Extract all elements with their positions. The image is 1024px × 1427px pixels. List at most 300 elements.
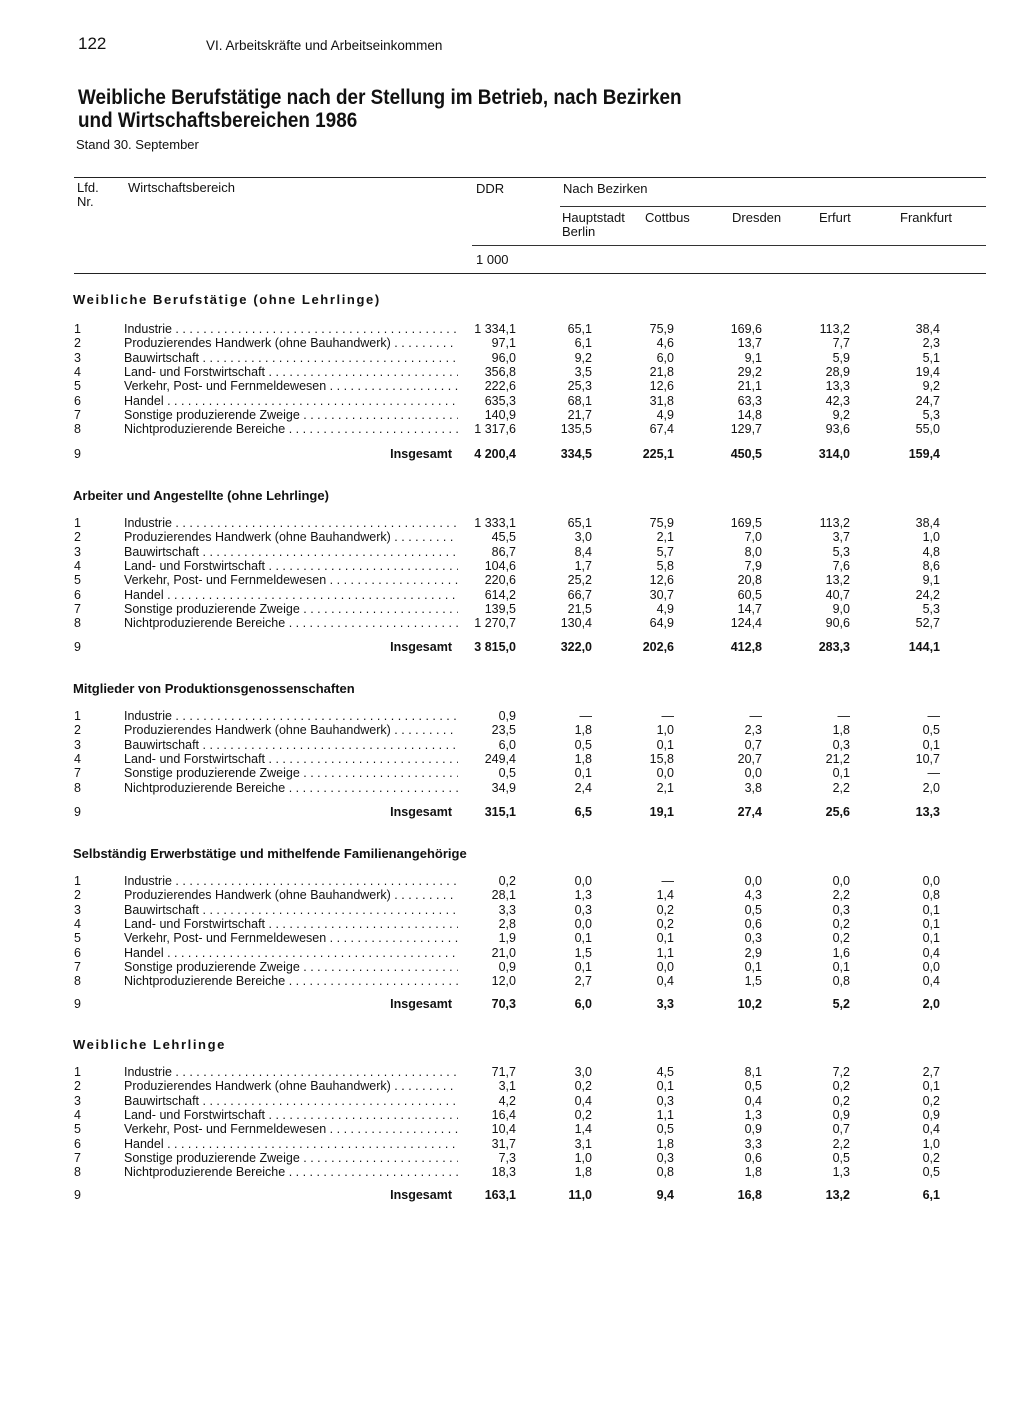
- cell-erfurt: 2,2: [832, 888, 850, 903]
- cell-ddr: 104,6: [484, 558, 516, 573]
- cell-cottbus: 1,1: [656, 1107, 674, 1122]
- cell-ddr: 31,7: [491, 1136, 516, 1151]
- cell-frankfurt: 0,0: [922, 959, 940, 974]
- cell-berlin: 11,0: [568, 1188, 592, 1202]
- cell-berlin: 3,0: [574, 1065, 592, 1079]
- cell-cottbus: 2,1: [656, 780, 674, 795]
- row-number: 7: [74, 959, 81, 974]
- cell-frankfurt: 159,4: [908, 447, 940, 461]
- col-berlin-line-1: Hauptstadt: [562, 210, 625, 225]
- table-row: [0, 422, 1024, 436]
- cell-cottbus: 12,6: [649, 573, 674, 588]
- table-row: [0, 365, 1024, 379]
- cell-dresden: 7,9: [744, 558, 762, 573]
- row-number: 1: [74, 709, 81, 723]
- row-label: Insgesamt: [390, 1188, 452, 1202]
- cell-cottbus: 12,6: [649, 379, 674, 394]
- row-label: Nichtproduzierende Bereiche . . .: [124, 616, 458, 630]
- table-row: [0, 946, 1024, 960]
- cell-frankfurt: 2,0: [922, 997, 940, 1011]
- cell-erfurt: 21,2: [825, 751, 850, 766]
- row-number: 2: [74, 723, 81, 738]
- cell-cottbus: 0,4: [656, 974, 674, 989]
- row-number: 5: [74, 573, 81, 588]
- cell-dresden: —: [749, 709, 762, 723]
- cell-erfurt: 7,6: [832, 558, 850, 573]
- cell-ddr: 3 815,0: [474, 640, 516, 654]
- table-row: [0, 738, 1024, 752]
- cell-erfurt: 3,7: [832, 530, 850, 545]
- row-number: 7: [74, 601, 81, 616]
- cell-dresden: 0,4: [744, 1093, 762, 1108]
- cell-erfurt: 7,7: [832, 336, 850, 351]
- row-label: Verkehr, Post- und Fernmeldewesen . . .: [124, 573, 458, 587]
- cell-cottbus: 5,7: [656, 544, 674, 559]
- cell-berlin: 1,8: [574, 751, 592, 766]
- cell-berlin: 3,0: [574, 530, 592, 545]
- cell-berlin: 322,0: [560, 640, 592, 654]
- cell-erfurt: 25,6: [825, 805, 850, 819]
- row-number: 8: [74, 616, 81, 631]
- table-row: [0, 903, 1024, 917]
- cell-ddr: 140,9: [484, 407, 516, 422]
- cell-berlin: 0,0: [574, 916, 592, 931]
- cell-cottbus: 4,9: [656, 601, 674, 616]
- table-row: [0, 874, 1024, 888]
- table-title-line-1: Weibliche Berufstätige nach der Stellung im Betrieb, nach Bezirken: [78, 86, 682, 109]
- table-row: [0, 960, 1024, 974]
- cell-erfurt: 40,7: [825, 587, 850, 602]
- cell-erfurt: 314,0: [818, 447, 850, 461]
- cell-berlin: 135,5: [560, 422, 592, 437]
- row-label: Insgesamt: [390, 997, 452, 1011]
- cell-cottbus: 6,0: [656, 350, 674, 365]
- row-label: Produzierendes Handwerk (ohne Bauhandwerk) . . .: [124, 723, 458, 737]
- cell-erfurt: 283,3: [818, 640, 850, 654]
- table-row: [0, 752, 1024, 766]
- cell-berlin: 8,4: [574, 544, 592, 559]
- cell-ddr: 0,2: [498, 874, 516, 888]
- cell-dresden: 2,9: [744, 945, 762, 960]
- cell-frankfurt: 13,3: [915, 805, 940, 819]
- table-row: [0, 1108, 1024, 1122]
- row-number: 1: [74, 1065, 81, 1079]
- cell-berlin: 130,4: [560, 616, 592, 631]
- cell-erfurt: 0,2: [832, 1079, 850, 1094]
- cell-berlin: 1,3: [574, 888, 592, 903]
- cell-berlin: 1,0: [574, 1150, 592, 1165]
- table-row: [0, 379, 1024, 393]
- total-row: [0, 640, 1024, 654]
- cell-berlin: 65,1: [567, 516, 592, 530]
- cell-erfurt: 42,3: [825, 393, 850, 408]
- row-number: 3: [74, 544, 81, 559]
- cell-ddr: 4 200,4: [474, 447, 516, 461]
- cell-frankfurt: —: [927, 766, 940, 781]
- row-label: Industrie . . .: [124, 709, 458, 723]
- row-number: 5: [74, 1122, 81, 1137]
- row-label: Nichtproduzierende Bereiche . . .: [124, 422, 458, 436]
- cell-dresden: 1,5: [744, 974, 762, 989]
- cell-berlin: —: [579, 709, 592, 723]
- section-title: Weibliche Berufstätige (ohne Lehrlinge): [73, 292, 381, 307]
- cell-erfurt: 5,2: [832, 997, 850, 1011]
- cell-erfurt: 0,2: [832, 916, 850, 931]
- row-number: 9: [74, 640, 81, 654]
- cell-frankfurt: 0,5: [922, 1165, 940, 1180]
- row-label: Sonstige produzierende Zweige . . .: [124, 602, 458, 616]
- cell-erfurt: 1,3: [832, 1165, 850, 1180]
- row-number: 7: [74, 766, 81, 781]
- cell-cottbus: 0,0: [656, 766, 674, 781]
- section-title: Arbeiter und Angestellte (ohne Lehrlinge): [73, 488, 329, 503]
- cell-dresden: 0,5: [744, 1079, 762, 1094]
- cell-berlin: 0,4: [574, 1093, 592, 1108]
- cell-berlin: 0,1: [574, 959, 592, 974]
- cell-erfurt: 5,9: [832, 350, 850, 365]
- table-row: [0, 1094, 1024, 1108]
- row-number: 1: [74, 516, 81, 530]
- table-row: [0, 1079, 1024, 1093]
- row-label: Handel . . .: [124, 946, 458, 960]
- row-label: Insgesamt: [390, 640, 452, 654]
- row-label: Bauwirtschaft . . .: [124, 1094, 458, 1108]
- row-label: Industrie . . .: [124, 874, 458, 888]
- cell-ddr: 86,7: [491, 544, 516, 559]
- cell-berlin: 65,1: [567, 322, 592, 336]
- cell-ddr: 10,4: [491, 1122, 516, 1137]
- col-berlin: [562, 211, 625, 239]
- table-row: [0, 616, 1024, 630]
- cell-erfurt: 93,6: [825, 422, 850, 437]
- header-bottom-rule: [74, 273, 986, 274]
- row-label: Land- und Forstwirtschaft . . .: [124, 559, 458, 573]
- cell-ddr: 4,2: [498, 1093, 516, 1108]
- row-number: 8: [74, 422, 81, 437]
- cell-frankfurt: 10,7: [915, 751, 940, 766]
- cell-ddr: 71,7: [491, 1065, 516, 1079]
- cell-dresden: 21,1: [737, 379, 762, 394]
- col-lfd-nr: [77, 181, 99, 209]
- cell-cottbus: 31,8: [649, 393, 674, 408]
- cell-berlin: 1,5: [574, 945, 592, 960]
- cell-erfurt: 0,1: [832, 959, 850, 974]
- cell-berlin: 0,2: [574, 1107, 592, 1122]
- cell-frankfurt: 144,1: [908, 640, 940, 654]
- row-label: Land- und Forstwirtschaft . . .: [124, 1108, 458, 1122]
- cell-erfurt: 2,2: [832, 1136, 850, 1151]
- cell-erfurt: 9,0: [832, 601, 850, 616]
- cell-cottbus: 67,4: [649, 422, 674, 437]
- row-label: Handel . . .: [124, 588, 458, 602]
- cell-dresden: 450,5: [730, 447, 762, 461]
- cell-erfurt: 113,2: [819, 322, 850, 336]
- cell-ddr: 0,5: [498, 766, 516, 781]
- cell-dresden: 13,7: [737, 336, 762, 351]
- row-number: 6: [74, 587, 81, 602]
- cell-frankfurt: 0,1: [922, 931, 940, 946]
- cell-erfurt: 5,3: [832, 544, 850, 559]
- col-frankfurt: Frankfurt: [900, 210, 953, 225]
- cell-berlin: 2,4: [574, 780, 592, 795]
- row-number: 3: [74, 1093, 81, 1108]
- table-row: [0, 1122, 1024, 1136]
- cell-berlin: 0,2: [574, 1079, 592, 1094]
- cell-cottbus: 0,1: [656, 1079, 674, 1094]
- table-row: [0, 545, 1024, 559]
- row-number: 1: [74, 322, 81, 336]
- cell-frankfurt: 24,2: [915, 587, 940, 602]
- col-dresden: Dresden: [732, 210, 782, 225]
- cell-dresden: 124,4: [730, 616, 762, 631]
- col-berlin-line-2: Berlin: [562, 224, 596, 239]
- cell-berlin: 68,1: [567, 393, 592, 408]
- cell-ddr: 1 270,7: [474, 616, 516, 631]
- cell-frankfurt: 24,7: [915, 393, 940, 408]
- cell-dresden: 4,3: [744, 888, 762, 903]
- cell-erfurt: 13,2: [825, 573, 850, 588]
- cell-frankfurt: 0,2: [922, 1093, 940, 1108]
- col-group-nach-bezirken: Nach Bezirken: [563, 181, 648, 196]
- row-number: 5: [74, 379, 81, 394]
- cell-ddr: 23,5: [491, 723, 516, 738]
- table-row: [0, 781, 1024, 795]
- row-number: 6: [74, 1136, 81, 1151]
- cell-frankfurt: 0,2: [922, 1150, 940, 1165]
- cell-dresden: 2,3: [744, 723, 762, 738]
- cell-ddr: 6,0: [498, 737, 516, 752]
- cell-ddr: 21,0: [491, 945, 516, 960]
- row-number: 2: [74, 888, 81, 903]
- row-label: Insgesamt: [390, 805, 452, 819]
- row-number: 2: [74, 530, 81, 545]
- cell-frankfurt: 0,4: [922, 945, 940, 960]
- col-erfurt: Erfurt: [819, 210, 851, 225]
- cell-berlin: 0,1: [574, 766, 592, 781]
- section-title: Selbständig Erwerbstätige und mithelfende Familienangehörige: [73, 846, 467, 861]
- cell-cottbus: 4,5: [656, 1065, 674, 1079]
- cell-berlin: 6,0: [574, 997, 592, 1011]
- row-number: 4: [74, 558, 81, 573]
- cell-cottbus: 4,6: [656, 336, 674, 351]
- cell-cottbus: 1,4: [656, 888, 674, 903]
- table-row: [0, 931, 1024, 945]
- row-label: Verkehr, Post- und Fernmeldewesen . . .: [124, 931, 458, 945]
- cell-dresden: 7,0: [744, 530, 762, 545]
- cell-berlin: 0,0: [574, 874, 592, 888]
- table-subtitle: Stand 30. September: [76, 137, 199, 152]
- row-label: Bauwirtschaft . . .: [124, 351, 458, 365]
- cell-ddr: 0,9: [498, 709, 516, 723]
- cell-frankfurt: 1,0: [922, 530, 940, 545]
- cell-frankfurt: 0,4: [922, 1122, 940, 1137]
- cell-frankfurt: 38,4: [915, 322, 940, 336]
- table-row: [0, 1065, 1024, 1079]
- row-label: Handel . . .: [124, 1137, 458, 1151]
- cell-dresden: 3,3: [744, 1136, 762, 1151]
- cell-cottbus: 2,1: [656, 530, 674, 545]
- cell-dresden: 0,1: [744, 959, 762, 974]
- cell-dresden: 27,4: [737, 805, 762, 819]
- row-label: Nichtproduzierende Bereiche . . .: [124, 974, 458, 988]
- cell-cottbus: 0,2: [656, 902, 674, 917]
- cell-frankfurt: 0,1: [922, 737, 940, 752]
- table-row: [0, 917, 1024, 931]
- cell-frankfurt: 2,3: [922, 336, 940, 351]
- cell-cottbus: 75,9: [649, 516, 674, 530]
- cell-erfurt: 0,3: [832, 902, 850, 917]
- cell-frankfurt: 0,0: [922, 874, 940, 888]
- row-label: Bauwirtschaft . . .: [124, 545, 458, 559]
- cell-frankfurt: 0,1: [922, 1079, 940, 1094]
- cell-erfurt: 0,3: [832, 737, 850, 752]
- total-row: [0, 805, 1024, 819]
- row-label: Sonstige produzierende Zweige . . .: [124, 960, 458, 974]
- cell-erfurt: 1,8: [832, 723, 850, 738]
- table-row: [0, 723, 1024, 737]
- table-row: [0, 408, 1024, 422]
- row-number: 9: [74, 1188, 81, 1202]
- cell-erfurt: 2,2: [832, 780, 850, 795]
- cell-ddr: 3,3: [498, 902, 516, 917]
- cell-berlin: 25,2: [567, 573, 592, 588]
- cell-cottbus: 9,4: [656, 1188, 674, 1202]
- table-row: [0, 588, 1024, 602]
- cell-berlin: 66,7: [567, 587, 592, 602]
- cell-dresden: 63,3: [737, 393, 762, 408]
- cell-ddr: 16,4: [491, 1107, 516, 1122]
- cell-dresden: 8,1: [744, 1065, 762, 1079]
- cell-ddr: 3,1: [498, 1079, 516, 1094]
- cell-frankfurt: 9,2: [922, 379, 940, 394]
- cell-cottbus: 202,6: [642, 640, 674, 654]
- cell-ddr: 139,5: [484, 601, 516, 616]
- cell-cottbus: 19,1: [649, 805, 674, 819]
- cell-cottbus: 1,1: [656, 945, 674, 960]
- cell-dresden: 0,6: [744, 1150, 762, 1165]
- cell-berlin: 1,8: [574, 1165, 592, 1180]
- cell-berlin: 25,3: [567, 379, 592, 394]
- cell-cottbus: 0,3: [656, 1150, 674, 1165]
- cell-frankfurt: 0,9: [922, 1107, 940, 1122]
- cell-dresden: 20,7: [737, 751, 762, 766]
- row-label: Bauwirtschaft . . .: [124, 903, 458, 917]
- section-title: Weibliche Lehrlinge: [73, 1037, 226, 1052]
- total-row: [0, 447, 1024, 461]
- row-number: 7: [74, 1150, 81, 1165]
- cell-ddr: 7,3: [498, 1150, 516, 1165]
- row-label: Sonstige produzierende Zweige . . .: [124, 408, 458, 422]
- cell-frankfurt: 52,7: [915, 616, 940, 631]
- cell-frankfurt: 6,1: [922, 1188, 940, 1202]
- cell-ddr: 1,9: [498, 931, 516, 946]
- row-number: 9: [74, 805, 81, 819]
- cell-erfurt: 0,7: [832, 1122, 850, 1137]
- cell-berlin: 21,7: [567, 407, 592, 422]
- cell-erfurt: 90,6: [825, 616, 850, 631]
- table-row: [0, 336, 1024, 350]
- running-header: VI. Arbeitskräfte und Arbeitseinkommen: [206, 38, 443, 53]
- cell-erfurt: 0,9: [832, 1107, 850, 1122]
- cell-berlin: 3,1: [574, 1136, 592, 1151]
- cell-cottbus: 0,8: [656, 1165, 674, 1180]
- cell-ddr: 12,0: [491, 974, 516, 989]
- cell-frankfurt: 0,8: [922, 888, 940, 903]
- cell-cottbus: 0,1: [656, 737, 674, 752]
- cell-berlin: 21,5: [567, 601, 592, 616]
- row-number: 5: [74, 931, 81, 946]
- cell-frankfurt: 5,3: [922, 407, 940, 422]
- page-number: 122: [78, 34, 107, 53]
- row-number: 6: [74, 945, 81, 960]
- col-ddr: DDR: [476, 181, 505, 196]
- cell-frankfurt: 55,0: [915, 422, 940, 437]
- row-number: 3: [74, 350, 81, 365]
- cell-ddr: 0,9: [498, 959, 516, 974]
- cell-dresden: 16,8: [737, 1188, 762, 1202]
- cell-ddr: 2,8: [498, 916, 516, 931]
- table-row: [0, 351, 1024, 365]
- row-number: 7: [74, 407, 81, 422]
- row-label: Industrie . . .: [124, 1065, 458, 1079]
- cell-dresden: 0,5: [744, 902, 762, 917]
- cell-dresden: 3,8: [744, 780, 762, 795]
- table-row: [0, 1151, 1024, 1165]
- cell-cottbus: 1,8: [656, 1136, 674, 1151]
- table-row: [0, 516, 1024, 530]
- row-label: Sonstige produzierende Zweige . . .: [124, 1151, 458, 1165]
- total-row: [0, 1188, 1024, 1202]
- row-number: 3: [74, 737, 81, 752]
- cell-cottbus: 21,8: [649, 364, 674, 379]
- cell-frankfurt: 0,5: [922, 723, 940, 738]
- cell-dresden: 60,5: [737, 587, 762, 602]
- cell-frankfurt: 0,1: [922, 916, 940, 931]
- cell-dresden: 9,1: [744, 350, 762, 365]
- cell-cottbus: 0,5: [656, 1122, 674, 1137]
- table-row: [0, 559, 1024, 573]
- total-row: [0, 997, 1024, 1011]
- cell-erfurt: 0,1: [832, 766, 850, 781]
- cell-dresden: 169,5: [730, 516, 762, 530]
- table-row: [0, 394, 1024, 408]
- cell-frankfurt: 19,4: [915, 364, 940, 379]
- row-label: Produzierendes Handwerk (ohne Bauhandwerk) . . .: [124, 336, 458, 350]
- row-number: 4: [74, 751, 81, 766]
- cell-dresden: 0,6: [744, 916, 762, 931]
- unit-label: 1 000: [476, 252, 509, 267]
- row-label: Industrie . . .: [124, 516, 458, 530]
- cell-ddr: 356,8: [484, 364, 516, 379]
- row-label: Verkehr, Post- und Fernmeldewesen . . .: [124, 379, 458, 393]
- cell-frankfurt: 5,1: [922, 350, 940, 365]
- table-row: [0, 888, 1024, 902]
- cell-dresden: 8,0: [744, 544, 762, 559]
- cell-erfurt: 0,0: [832, 874, 850, 888]
- cell-dresden: 14,7: [737, 601, 762, 616]
- cell-ddr: 45,5: [491, 530, 516, 545]
- cell-frankfurt: 2,7: [922, 1065, 940, 1079]
- row-number: 4: [74, 916, 81, 931]
- cell-berlin: 3,5: [574, 364, 592, 379]
- cell-berlin: 1,4: [574, 1122, 592, 1137]
- cell-erfurt: 0,2: [832, 1093, 850, 1108]
- cell-erfurt: 1,6: [832, 945, 850, 960]
- row-number: 8: [74, 780, 81, 795]
- table-row: [0, 709, 1024, 723]
- cell-dresden: 0,0: [744, 766, 762, 781]
- row-label: Handel . . .: [124, 394, 458, 408]
